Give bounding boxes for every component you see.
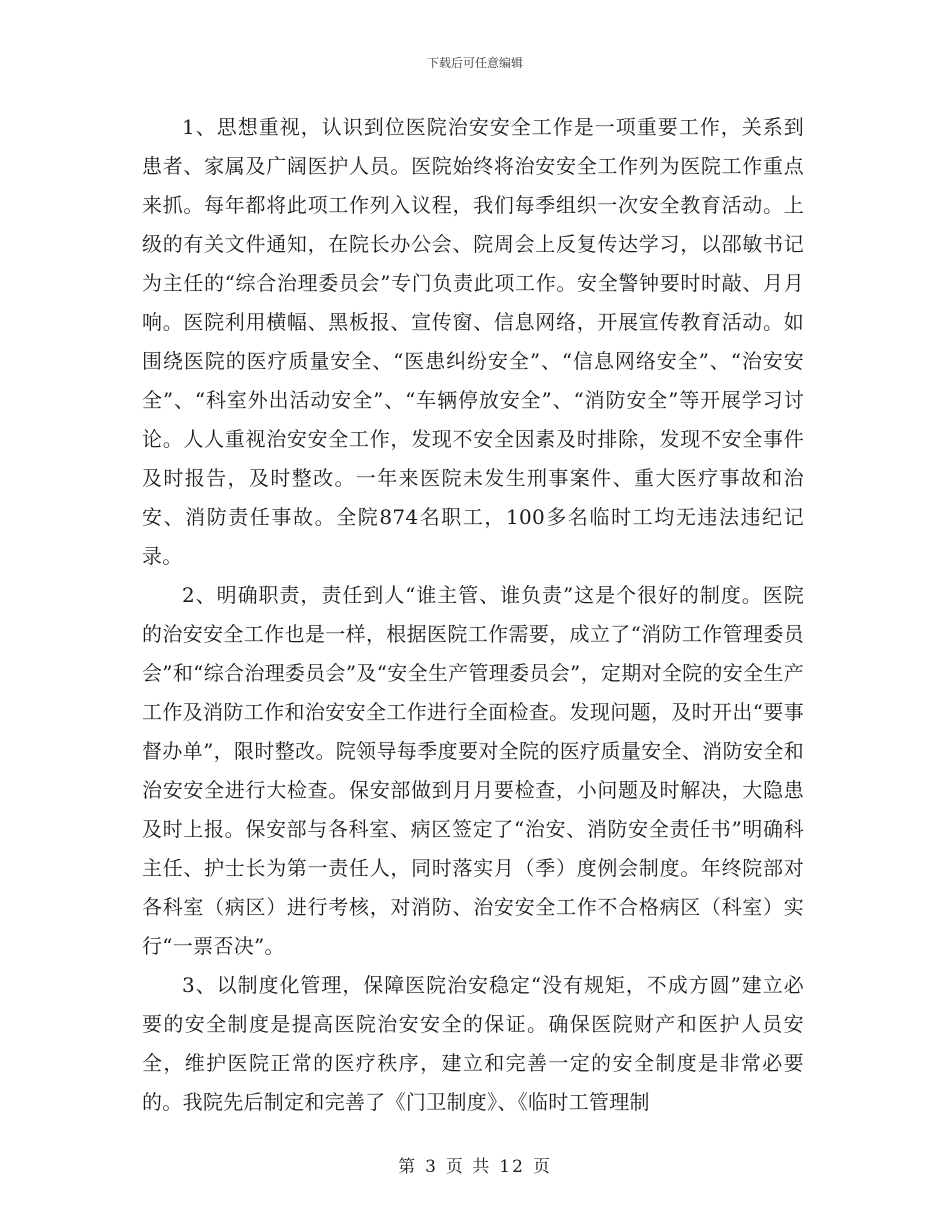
footer-prefix: 第 xyxy=(398,1157,418,1177)
footer-suffix: 页 xyxy=(532,1157,552,1177)
paragraph-3: 3、以制度化管理，保障医院治安稳定“没有规矩，不成方圆”建立必要的安全制度是提高医院治安安全的保证。确保医院财产和医护人员安全，维护医院正常的医疗秩序，建立和完善一定的安全制度是非常必要的。我院先后制定和完善了《门卫制度》、《临时工管理制 xyxy=(142,973,804,1114)
paragraph-2: 2、明确职责，责任到人“谁主管、谁负责”这是个很好的制度。医院的治安安全工作也是一样，根据医院工作需要，成立了“消防工作管理委员会”和“综合治理委员会”及“安全生产管理委员会”，定期对全院的安全生产工作及消防工作和治安安全工作进行全面检查。发现问题，及时开出“要事督办单”，限时整改。院领导每季度要对全院的医疗质量安全、消防安全和治安安全进行大检查。保安部做到月月要检查，小问题及时解决，大隐患及时上报。保安部与各科室、病区签定了“治安、消防安全责任书”明确科主任、护士长为第一责任人，同时落实月（季）度例会制度。年终院部对各科室（病区）进行考核，对消防、治安安全工作不合格病区（科室）实行“一票否决”。 xyxy=(142,583,804,958)
paragraph-1: 1、思想重视，认识到位医院治安安全工作是一项重要工作，关系到患者、家属及广阔医护人员。医院始终将治安安全工作列为医院工作重点来抓。每年都将此项工作列入议程，我们每季组织一次安全教育活动。上级的有关文件通知，在院长办公会、院周会上反复传达学习，以邵敏书记为主任的“综合治理委员会”专门负责此项工作。安全警钟要时时敲、月月响。医院利用横幅、黑板报、宣传窗、信息网络，开展宣传教育活动。如围绕医院的医疗质量安全、“医患纠纷安全”、“信息网络安全”、“治安安全”、“科室外出活动安全”、“车辆停放安全”、“消防安全”等开展学习讨论。人人重视治安安全工作，发现不安全因素及时排除，发现不安全事件及时报告，及时整改。一年来医院未发生刑事案件、重大医疗事故和治安、消防责任事故。全院874名职工，100多名临时工均无违法违纪记录。 xyxy=(142,115,804,568)
page-total: 12 xyxy=(499,1157,525,1177)
document-body xyxy=(142,108,804,1122)
page-header: 下载后可任意编辑 xyxy=(426,56,523,70)
page-footer xyxy=(0,1152,950,1177)
page-number: 3 xyxy=(425,1157,438,1177)
footer-middle: 页 共 xyxy=(445,1157,492,1177)
